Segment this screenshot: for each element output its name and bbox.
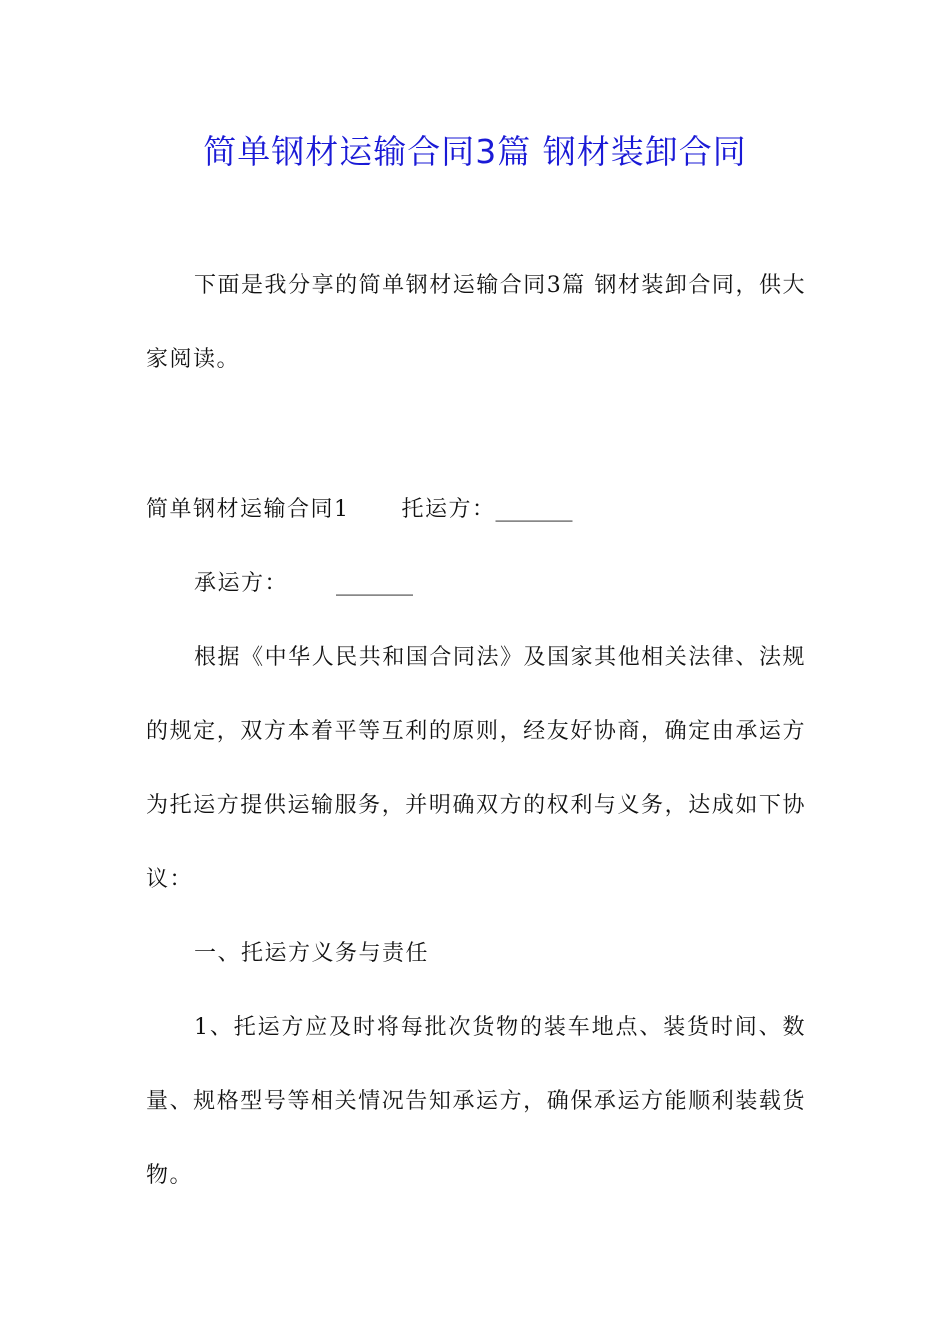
carrier-label: 承运方： <box>194 571 289 596</box>
section-heading: 一、托运方义务与责任 <box>194 941 430 966</box>
shipper-blank: _______ <box>495 497 573 522</box>
intro-paragraph: 下面是我分享的简单钢材运输合同3篇 钢材装卸合同，供大家阅读。 <box>146 273 806 372</box>
contract-heading-line <box>146 473 806 547</box>
document-title: 简单钢材运输合同3篇 钢材装卸合同 <box>203 132 747 171</box>
clause-paragraph: 1、托运方应及时将每批次货物的装车地点、装货时间、数量、规格型号等相关情况告知承运方，确保承运方能顺利装载货物。 <box>146 1015 806 1188</box>
paragraph-gap <box>146 397 806 473</box>
preamble-paragraph: 根据《中华人民共和国合同法》及国家其他相关法律、法规的规定，双方本着平等互利的原则，经友好协商，确定由承运方为托运方提供运输服务，并明确双方的权利与义务，达成如下协议： <box>146 645 806 892</box>
document-body <box>146 249 806 1213</box>
contract-heading: 简单钢材运输合同1 <box>146 497 350 522</box>
shipper-label: 托运方： <box>401 497 496 522</box>
carrier-blank: _______ <box>336 571 414 596</box>
carrier-line <box>146 547 806 621</box>
